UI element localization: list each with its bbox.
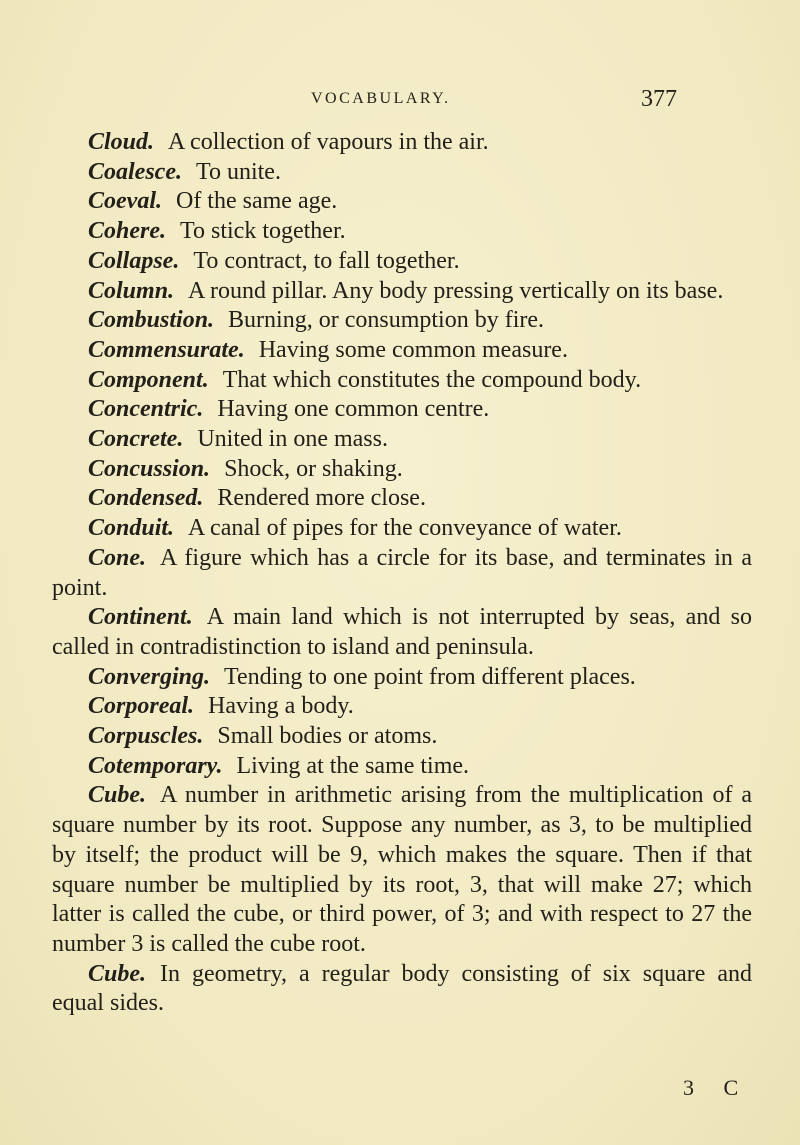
vocabulary-entry <box>52 366 752 396</box>
vocabulary-entry <box>52 544 752 603</box>
entry-definition: Having one common centre. <box>217 396 490 423</box>
vocabulary-entry <box>52 960 752 1019</box>
entry-term: Cohere. <box>88 218 166 245</box>
entry-term: Collapse. <box>88 247 180 274</box>
vocabulary-entry <box>52 692 752 722</box>
entry-term: Cone. <box>88 544 147 571</box>
entry-definition: A number in arithmetic arising from the multiplication of a square number by its root. Suppose any number, as 3, to be multiplied by itself; the product will be 9, which makes the square. Then if that square number be multiplied by its root, 3, that will make 27; which latter is called the cube, or third power, of 3; and with respect to 27 the number 3 is called the cube root. <box>52 782 752 957</box>
entry-term: Condensed. <box>88 485 204 512</box>
running-title: VOCABULARY. <box>311 90 451 107</box>
entry-term: Conduit. <box>88 515 175 542</box>
entry-term: Concentric. <box>88 396 204 423</box>
entry-definition: A round pillar. Any body pressing vertically on its base. <box>188 277 724 304</box>
entry-definition: A main land which is not interrupted by seas, and so called in contradistinction to island and peninsula. <box>52 604 752 660</box>
vocabulary-entry <box>52 484 752 514</box>
entry-term: Converging. <box>88 663 211 690</box>
entry-definition: Having a body. <box>208 693 354 720</box>
entry-term: Concussion. <box>88 455 211 482</box>
entry-definition: A figure which has a circle for its base, and terminates in a point. <box>52 544 752 601</box>
entry-definition: A collection of vapours in the air. <box>168 129 489 155</box>
vocabulary-entry <box>52 781 752 959</box>
vocabulary-entry <box>52 514 752 544</box>
vocabulary-entry <box>52 277 752 307</box>
vocabulary-entry <box>52 187 752 217</box>
entry-term: Cloud. <box>88 129 155 155</box>
entry-term: Cube. <box>88 782 147 809</box>
entry-term: Cotemporary. <box>88 752 223 779</box>
entry-definition: Burning, or consumption by fire. <box>228 307 545 334</box>
vocabulary-entry <box>52 158 752 188</box>
page-header <box>0 84 800 114</box>
page-number: 377 <box>641 86 677 112</box>
entry-term: Corpuscles. <box>88 723 204 750</box>
vocabulary-entry <box>52 306 752 336</box>
vocabulary-entry <box>52 336 752 366</box>
entry-definition: A canal of pipes for the conveyance of water. <box>188 515 622 542</box>
entry-definition: United in one mass. <box>197 426 388 453</box>
entry-term: Coeval. <box>88 188 162 215</box>
entry-definition: Small bodies or atoms. <box>217 723 438 750</box>
entry-term: Concrete. <box>88 426 184 453</box>
vocabulary-entry <box>52 128 752 158</box>
vocabulary-entries <box>52 128 752 1019</box>
vocabulary-entry <box>52 217 752 247</box>
entry-definition: In geometry, a regular body consisting of six square and equal sides. <box>52 960 752 1017</box>
entry-term: Component. <box>88 366 209 393</box>
vocabulary-entry <box>52 603 752 662</box>
entry-term: Commensurate. <box>88 336 245 363</box>
signature-mark: 3 C <box>683 1075 751 1100</box>
entry-term: Continent. <box>88 604 193 631</box>
vocabulary-entry <box>52 425 752 455</box>
vocabulary-entry <box>52 722 752 752</box>
entry-term: Column. <box>88 277 175 304</box>
entry-definition: To unite. <box>195 158 281 185</box>
entry-definition: Of the same age. <box>175 188 338 215</box>
entry-term: Cube. <box>88 960 147 987</box>
entry-term: Combustion. <box>88 307 215 334</box>
entry-term: Coalesce. <box>88 158 182 185</box>
entry-definition: To stick together. <box>180 218 346 245</box>
entry-definition: Living at the same time. <box>236 752 470 779</box>
entry-definition: To contract, to fall together. <box>193 247 460 274</box>
entry-definition: Rendered more close. <box>217 485 426 512</box>
vocabulary-entry <box>52 752 752 782</box>
entry-definition: Shock, or shaking. <box>224 455 403 482</box>
vocabulary-entry <box>52 395 752 425</box>
entry-definition: Having some common measure. <box>258 336 568 363</box>
vocabulary-entry <box>52 663 752 693</box>
entry-definition: Tending to one point from different places. <box>224 663 636 690</box>
vocabulary-entry <box>52 455 752 485</box>
entry-term: Corporeal. <box>88 693 195 720</box>
vocabulary-entry <box>52 247 752 277</box>
entry-definition: That which constitutes the compound body. <box>222 366 642 393</box>
